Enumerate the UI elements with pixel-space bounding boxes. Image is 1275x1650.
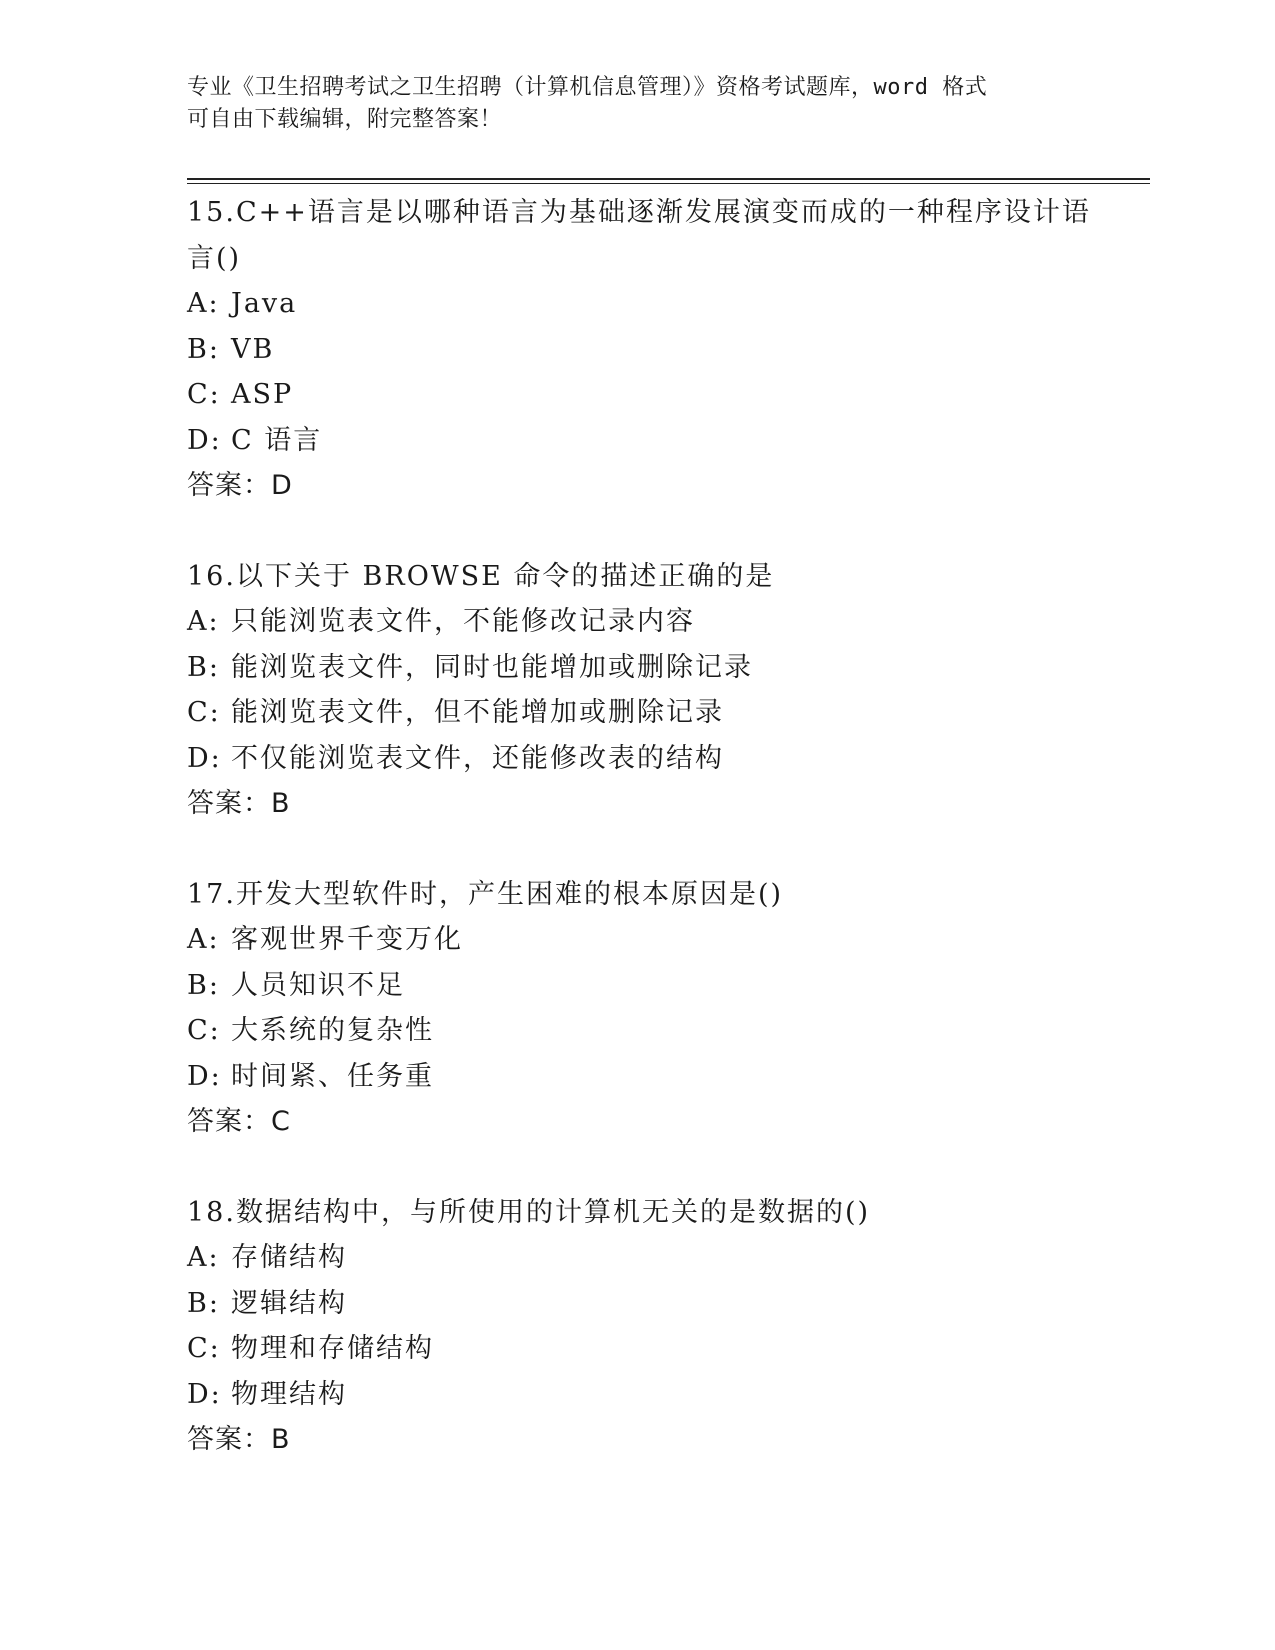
option-d xyxy=(187,736,1087,782)
answer: 答案：C xyxy=(187,1106,291,1137)
option-b xyxy=(187,327,1087,373)
question-stem-continued: 言() xyxy=(187,242,242,274)
option-text: 时间紧、任务重 xyxy=(231,1060,434,1092)
option-key: C: xyxy=(187,1015,221,1046)
option-d xyxy=(187,1372,1087,1418)
option-text: C 语言 xyxy=(231,424,323,456)
answer: 答案：D xyxy=(187,470,293,501)
option-key: C: xyxy=(187,379,221,410)
option-b xyxy=(187,963,1087,1009)
question-18 xyxy=(187,1190,1087,1463)
option-key: B: xyxy=(187,333,220,365)
question-stem: 16.以下关于 BROWSE 命令的描述正确的是 xyxy=(187,560,775,592)
option-a xyxy=(187,917,1087,963)
option-c xyxy=(187,372,1087,418)
option-key: C: xyxy=(187,697,221,728)
option-text: 大系统的复杂性 xyxy=(231,1015,434,1046)
option-d xyxy=(187,1054,1087,1100)
question-stem: 15.C++语言是以哪种语言为基础逐渐发展演变而成的一种程序设计语 xyxy=(187,197,1091,228)
option-text: 客观世界千变万化 xyxy=(231,924,463,955)
option-c xyxy=(187,1008,1087,1054)
question-16 xyxy=(187,554,1087,827)
option-text: Java xyxy=(231,288,298,319)
header-line-1: 专业《卫生招聘考试之卫生招聘（计算机信息管理）》资格考试题库，word 格式 xyxy=(187,75,988,100)
question-stem: 18.数据结构中，与所使用的计算机无关的是数据的() xyxy=(187,1196,871,1228)
option-text: 不仅能浏览表文件，还能修改表的结构 xyxy=(231,742,724,774)
question-stem: 17.开发大型软件时，产生困难的根本原因是() xyxy=(187,878,784,910)
option-text: 人员知识不足 xyxy=(231,969,405,1001)
option-d xyxy=(187,418,1087,464)
option-key: A: xyxy=(187,288,220,319)
option-c xyxy=(187,1326,1087,1372)
option-text: 只能浏览表文件，不能修改记录内容 xyxy=(231,606,695,637)
option-b xyxy=(187,1281,1087,1327)
option-key: D: xyxy=(187,1060,222,1092)
option-c xyxy=(187,690,1087,736)
option-key: B: xyxy=(187,651,220,683)
option-key: A: xyxy=(187,606,220,637)
option-text: 物理和存储结构 xyxy=(231,1333,434,1364)
question-list xyxy=(187,190,1091,1508)
header-divider-thin xyxy=(187,183,1150,184)
option-a xyxy=(187,281,1087,327)
option-a xyxy=(187,599,1087,645)
option-key: B: xyxy=(187,1287,220,1319)
option-key: D: xyxy=(187,1378,222,1410)
option-text: 物理结构 xyxy=(231,1378,347,1410)
answer: 答案：B xyxy=(187,1424,291,1455)
question-17 xyxy=(187,872,1087,1145)
question-15 xyxy=(187,190,1091,509)
option-b xyxy=(187,645,1087,691)
option-key: A: xyxy=(187,1242,220,1273)
option-text: 逻辑结构 xyxy=(231,1287,347,1319)
header-divider-thick xyxy=(187,178,1150,180)
option-text: VB xyxy=(231,333,275,365)
header-line-2: 可自由下载编辑，附完整答案！ xyxy=(187,107,503,132)
document-header xyxy=(187,72,1087,136)
option-key: D: xyxy=(187,742,222,774)
option-key: D: xyxy=(187,424,222,456)
option-text: ASP xyxy=(231,379,294,410)
option-text: 能浏览表文件，但不能增加或删除记录 xyxy=(231,697,724,728)
option-key: B: xyxy=(187,969,220,1001)
option-a xyxy=(187,1235,1087,1281)
option-key: C: xyxy=(187,1333,221,1364)
answer: 答案：B xyxy=(187,788,291,819)
option-text: 能浏览表文件，同时也能增加或删除记录 xyxy=(231,651,753,683)
option-text: 存储结构 xyxy=(231,1242,347,1273)
option-key: A: xyxy=(187,924,220,955)
